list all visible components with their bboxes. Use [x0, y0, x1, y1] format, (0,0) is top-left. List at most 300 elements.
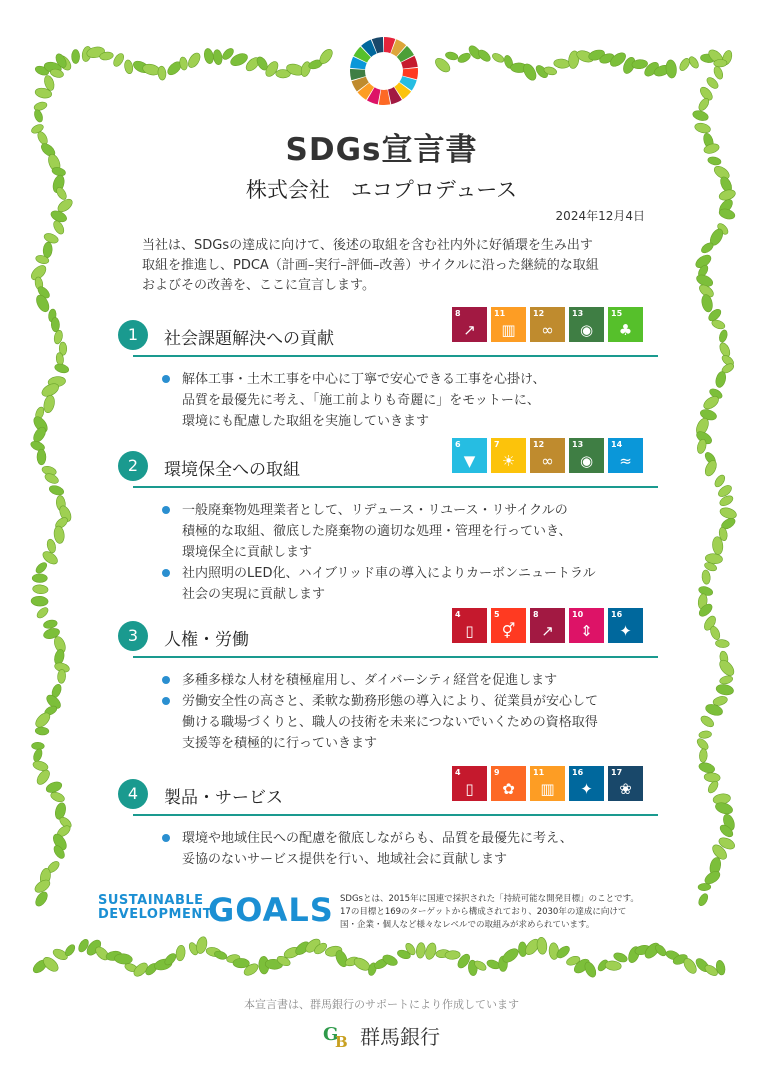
leaf	[491, 52, 506, 64]
leaf	[718, 527, 728, 542]
intro-line: およびその改善を、ここに宣言します。	[142, 278, 375, 293]
leaf	[701, 570, 710, 585]
leaf	[317, 47, 335, 66]
leaf	[84, 938, 103, 958]
leaf	[32, 748, 44, 763]
bullet-line: 環境保全に貢献します	[182, 545, 313, 560]
leaf	[705, 76, 720, 91]
section-title: 環境保全への取組	[164, 460, 300, 480]
leaf	[720, 353, 735, 367]
leaf	[48, 484, 65, 497]
sdg-icons	[452, 608, 643, 643]
sdg-goal-16-icon: 16 ✦	[608, 608, 643, 643]
leaf	[706, 779, 720, 794]
bank-logo	[322, 1020, 440, 1050]
leaf	[721, 49, 734, 66]
leaf	[701, 394, 720, 412]
leaf	[694, 416, 711, 437]
sdg-goal-9-icon: 9 ✿	[491, 766, 526, 801]
leaf	[53, 648, 65, 666]
leaf	[77, 938, 91, 954]
leaf	[54, 661, 71, 674]
leaf	[157, 66, 166, 81]
leaf	[124, 59, 134, 74]
leaf	[29, 263, 49, 283]
leaf	[112, 52, 126, 68]
leaf	[308, 58, 324, 70]
leaf	[697, 97, 711, 113]
leaf	[716, 483, 733, 499]
section-header	[118, 768, 658, 816]
leaf	[212, 49, 223, 65]
leaf	[642, 940, 662, 960]
sdg-goal-17-icon: 17 ❀	[608, 766, 643, 801]
leaf	[41, 955, 61, 974]
leaf	[486, 958, 502, 970]
bullet-line: 環境や地域住民への配慮を徹底しながらも、品質を最優先に考え、	[182, 831, 573, 846]
leaf	[175, 945, 186, 962]
leaf	[124, 962, 138, 973]
leaf	[55, 352, 64, 365]
section-rule	[133, 814, 658, 816]
leaf	[31, 596, 48, 607]
leaf	[704, 702, 724, 717]
leaf	[555, 944, 572, 960]
sdg-goal-8-icon: 8 ↗	[452, 307, 487, 342]
leaf	[698, 585, 714, 597]
note-line: SDGsとは、2015年に国連で採択された「持続可能な開発目標」のことです。	[340, 894, 639, 904]
leaf	[81, 46, 92, 63]
leaf	[710, 842, 729, 862]
leaf	[54, 802, 68, 821]
leaf	[344, 955, 360, 967]
leaf	[37, 449, 46, 465]
bullet-item	[162, 691, 658, 754]
leaf	[57, 504, 73, 523]
leaf	[48, 309, 57, 323]
leaf	[40, 381, 61, 399]
leaf	[692, 109, 710, 122]
leaf	[293, 939, 311, 957]
sdg-goal-8-icon: 8 ↗	[530, 608, 565, 643]
sdgs-wheel-logo	[349, 36, 419, 106]
section-number: 4	[118, 779, 148, 809]
leaf	[221, 46, 236, 61]
leaf	[163, 952, 178, 967]
sdg-goal-11-icon: 11 ▥	[491, 307, 526, 342]
leaf	[510, 63, 527, 73]
leaf	[700, 53, 716, 63]
leaf	[716, 222, 730, 237]
leaf	[642, 60, 661, 79]
leaf	[265, 959, 283, 970]
leaf	[694, 429, 713, 446]
leaf	[572, 956, 592, 975]
leaf	[373, 957, 389, 971]
leaf	[55, 824, 72, 839]
leaf	[396, 949, 411, 961]
leaf	[31, 414, 50, 435]
sdg-goal-5-icon: 5 ⚥	[491, 608, 526, 643]
leaf	[708, 227, 726, 247]
section-title: 社会課題解決への貢献	[164, 329, 334, 349]
leaf	[153, 957, 173, 971]
leaf	[632, 59, 648, 69]
leaf	[258, 956, 269, 974]
leaf	[42, 627, 60, 641]
leaf	[43, 242, 53, 258]
leaf	[33, 109, 44, 123]
leaf	[186, 51, 203, 70]
leaf	[32, 759, 49, 772]
leaf	[712, 65, 724, 80]
leaf	[51, 317, 60, 332]
leaf	[34, 276, 44, 290]
leaf	[49, 790, 66, 803]
leaf	[31, 425, 48, 444]
leaf	[43, 472, 60, 486]
leaf	[300, 61, 313, 78]
section-header	[118, 309, 658, 357]
bullet-item	[162, 563, 658, 605]
company-name: 株式会社 エコプロデュース	[245, 178, 518, 202]
sdg-goal-15-icon: 15 ♣	[608, 307, 643, 342]
bullet-line: 社会の実現に貢献します	[182, 587, 326, 602]
leaf	[114, 953, 133, 965]
leaf	[456, 51, 471, 64]
section-header	[118, 440, 658, 488]
leaf	[32, 574, 47, 583]
leaf	[144, 961, 160, 977]
leaf	[49, 209, 68, 224]
leaf	[52, 219, 66, 236]
goals-line-2: DEVELOPMENT	[98, 907, 213, 922]
leaf	[565, 955, 581, 967]
bullet-list	[162, 500, 658, 605]
note-line: 国・企業・個人など様々なレベルでの取組みが求められています。	[340, 920, 595, 930]
leaf	[334, 949, 350, 969]
leaf	[697, 593, 708, 609]
bullet-list	[162, 670, 658, 754]
leaf	[33, 890, 49, 908]
sdg-goal-12-icon: 12 ∞	[530, 438, 565, 473]
leaf	[43, 704, 58, 717]
leaf	[45, 780, 64, 795]
leaf	[43, 61, 62, 75]
bullet-line: 妥協のないサービス提供を行い、地域社会に貢献します	[182, 852, 508, 867]
leaf	[276, 69, 291, 78]
sdg-goal-14-icon: 14 ≈	[608, 438, 643, 473]
leaf	[695, 737, 710, 752]
leaf	[707, 307, 723, 323]
leaf	[255, 55, 270, 72]
leaf	[720, 516, 737, 531]
leaf	[697, 264, 710, 279]
leaf	[34, 293, 52, 314]
leaf	[612, 951, 628, 964]
leaf	[687, 55, 700, 70]
leaf	[703, 459, 719, 478]
leaf	[718, 329, 728, 343]
leaf	[34, 64, 50, 76]
leaf	[473, 959, 488, 972]
leaf	[226, 954, 241, 964]
leaf	[51, 947, 69, 962]
leaf	[500, 946, 520, 965]
leaf	[708, 856, 722, 876]
leaf	[553, 58, 570, 69]
sdg-goal-4-icon: 4 ▯	[452, 608, 487, 643]
leaf	[695, 273, 715, 289]
leaf	[700, 294, 714, 313]
leaf	[54, 515, 70, 530]
leaf	[467, 44, 484, 61]
leaf	[445, 51, 459, 61]
section-4	[118, 768, 658, 870]
goals-word: GOALS	[208, 891, 334, 929]
leaf	[54, 363, 70, 375]
leaf	[54, 52, 69, 69]
leaf	[263, 59, 280, 78]
declaration-date: 2024年12月4日	[555, 209, 645, 223]
section-number: 2	[118, 451, 148, 481]
leaf	[55, 53, 73, 72]
leaf	[705, 553, 723, 565]
leaf	[575, 48, 595, 64]
leaf	[699, 730, 712, 739]
bullet-line: 積極的な取組、徹底した廃棄物の適切な処理・管理を行っていき、	[182, 524, 572, 539]
leaf	[233, 958, 250, 968]
leaf	[34, 87, 52, 100]
leaf	[72, 50, 80, 64]
leaf	[58, 815, 73, 830]
leaf	[312, 941, 328, 956]
leaf	[681, 956, 699, 975]
leaf	[187, 941, 199, 956]
leaf	[29, 439, 45, 452]
leaf	[703, 963, 719, 978]
leaf	[195, 936, 209, 955]
leaf	[48, 376, 67, 388]
leaf	[53, 525, 65, 544]
leaf	[499, 956, 508, 971]
leaf	[86, 46, 106, 60]
leaf	[131, 960, 149, 978]
sdg-goal-4-icon: 4 ▯	[452, 766, 487, 801]
leaf	[324, 945, 342, 958]
leaf	[468, 960, 478, 976]
leaf	[435, 949, 450, 958]
leaf	[708, 387, 724, 401]
leaf	[205, 946, 222, 958]
svg-text:B: B	[335, 1033, 348, 1050]
leaf	[718, 823, 735, 839]
leaf	[715, 960, 726, 976]
leaf	[672, 953, 689, 967]
leaf	[714, 370, 727, 388]
sdg-goal-16-icon: 16 ✦	[569, 766, 604, 801]
leaf	[131, 59, 150, 75]
sdg-goal-13-icon: 13 ◉	[569, 438, 604, 473]
section-number: 1	[118, 320, 148, 350]
leaf	[46, 538, 57, 553]
sdg-icons	[452, 438, 643, 473]
leaf	[596, 958, 610, 972]
leaf	[203, 48, 215, 65]
leaf	[587, 48, 605, 62]
leaf	[49, 68, 64, 79]
leaf	[714, 801, 734, 816]
bullet-item	[162, 670, 658, 691]
intro-text	[142, 236, 642, 296]
leaf	[718, 207, 736, 221]
leaf	[213, 950, 228, 961]
leaf	[718, 341, 732, 358]
bullet-item	[162, 828, 658, 870]
leaf	[702, 614, 718, 632]
leaf	[41, 465, 57, 477]
leaf	[42, 394, 56, 414]
leaf	[50, 683, 63, 699]
leaf	[717, 836, 736, 852]
section-rule	[133, 486, 658, 488]
leaf	[703, 869, 722, 887]
sdg-goal-10-icon: 10 ⇕	[569, 608, 604, 643]
leaf	[43, 619, 58, 630]
leaf	[696, 438, 708, 454]
leaf	[699, 749, 708, 763]
leaf	[709, 625, 722, 641]
leaf	[57, 669, 66, 683]
leaf	[55, 495, 66, 511]
leaf	[608, 50, 628, 69]
leaf	[698, 761, 716, 774]
leaf	[285, 62, 305, 77]
leaf	[433, 56, 452, 75]
leaf	[53, 329, 64, 344]
intro-line: 取組を推進し、PDCA（計画–実行–評価–改善）サイクルに沿った継続的な取組	[142, 258, 599, 273]
leaf	[43, 74, 56, 91]
leaf	[142, 62, 162, 76]
leaf	[165, 59, 183, 77]
sdgs-explanation	[340, 893, 680, 932]
leaf	[43, 232, 60, 245]
leaf	[534, 63, 550, 79]
leaf	[523, 937, 542, 957]
leaf	[303, 936, 322, 954]
leaf	[52, 844, 67, 861]
leaf	[703, 561, 717, 573]
section-2	[118, 440, 658, 605]
leaf	[33, 877, 52, 894]
leaf	[51, 832, 69, 852]
leaf	[634, 944, 651, 956]
bullet-list	[162, 369, 658, 432]
bullet-line: 多種多様な人材を積極雇用し、ダイバーシティ経営を促進します	[182, 673, 558, 688]
bullet-line: 社内照明のLED化、ハイブリッド車の導入によりカーボンニュートラル	[182, 566, 596, 581]
leaf	[352, 956, 372, 973]
leaf	[653, 63, 672, 78]
leaf	[404, 942, 417, 957]
leaf	[52, 635, 67, 654]
sdgs-goals-logo	[98, 891, 334, 929]
section-title: 製品・サービス	[164, 788, 283, 808]
leaf	[33, 710, 52, 729]
goals-line-1: SUSTAINABLE	[98, 893, 204, 908]
leaf	[244, 55, 262, 73]
leaf	[93, 945, 111, 963]
leaf	[416, 942, 426, 958]
leaf	[105, 950, 122, 961]
sdg-goal-13-icon: 13 ◉	[569, 307, 604, 342]
leaf	[283, 945, 302, 960]
leaf	[703, 451, 717, 466]
leaf	[456, 952, 473, 970]
leaf	[33, 101, 48, 112]
leaf	[521, 62, 539, 83]
leaf	[699, 714, 716, 729]
section-rule	[133, 355, 658, 357]
gb-mark-icon	[322, 1020, 352, 1050]
leaf	[712, 695, 728, 707]
sdg-goal-12-icon: 12 ∞	[530, 307, 565, 342]
leaf	[35, 254, 50, 265]
leaf	[179, 56, 188, 70]
bullet-list	[162, 828, 658, 870]
leaf	[699, 408, 718, 422]
section-1	[118, 309, 658, 432]
bullet-line: 支援等を積極的に行っていきます	[182, 736, 378, 751]
leaf	[706, 47, 725, 65]
sdg-goal-7-icon: 7 ☀	[491, 438, 526, 473]
bullet-line: 一般廃棄物処理業者として、リデュース・リユース・リサイクルの	[182, 503, 568, 518]
leaf	[41, 549, 60, 567]
leaf	[665, 59, 677, 78]
sdg-icons	[452, 766, 643, 801]
leaf	[715, 639, 729, 648]
leaf	[31, 958, 49, 976]
leaf	[34, 406, 46, 421]
leaf	[543, 66, 557, 77]
leaf	[714, 59, 727, 67]
leaf	[568, 50, 580, 69]
leaf	[44, 693, 63, 711]
leaf	[35, 727, 49, 736]
leaf	[697, 602, 714, 619]
bullet-line: 労働安全性の高さと、柔軟な勤務形態の導入により、従業員が安心して	[182, 694, 599, 709]
leaf	[653, 943, 668, 958]
leaf	[720, 362, 735, 375]
leaf	[717, 658, 737, 679]
leaf	[719, 650, 729, 665]
bullet-line: 環境にも配慮した取組を実施していきます	[182, 414, 430, 429]
leaf	[698, 85, 715, 102]
leaf	[367, 962, 378, 977]
leaf	[35, 768, 52, 787]
bank-name: 群馬銀行	[360, 1024, 440, 1049]
bullet-item	[162, 500, 658, 563]
leaf	[715, 683, 734, 696]
leaf	[99, 51, 114, 61]
leaf	[605, 960, 622, 971]
leaf	[621, 56, 637, 76]
leaf	[445, 950, 461, 959]
leaf	[713, 473, 727, 488]
leaf	[721, 813, 736, 832]
note-line: 17の目標と169のターゲットから構成されており、2030年の達成に向けて	[340, 907, 627, 917]
leaf	[719, 506, 738, 520]
section-header	[118, 610, 658, 658]
